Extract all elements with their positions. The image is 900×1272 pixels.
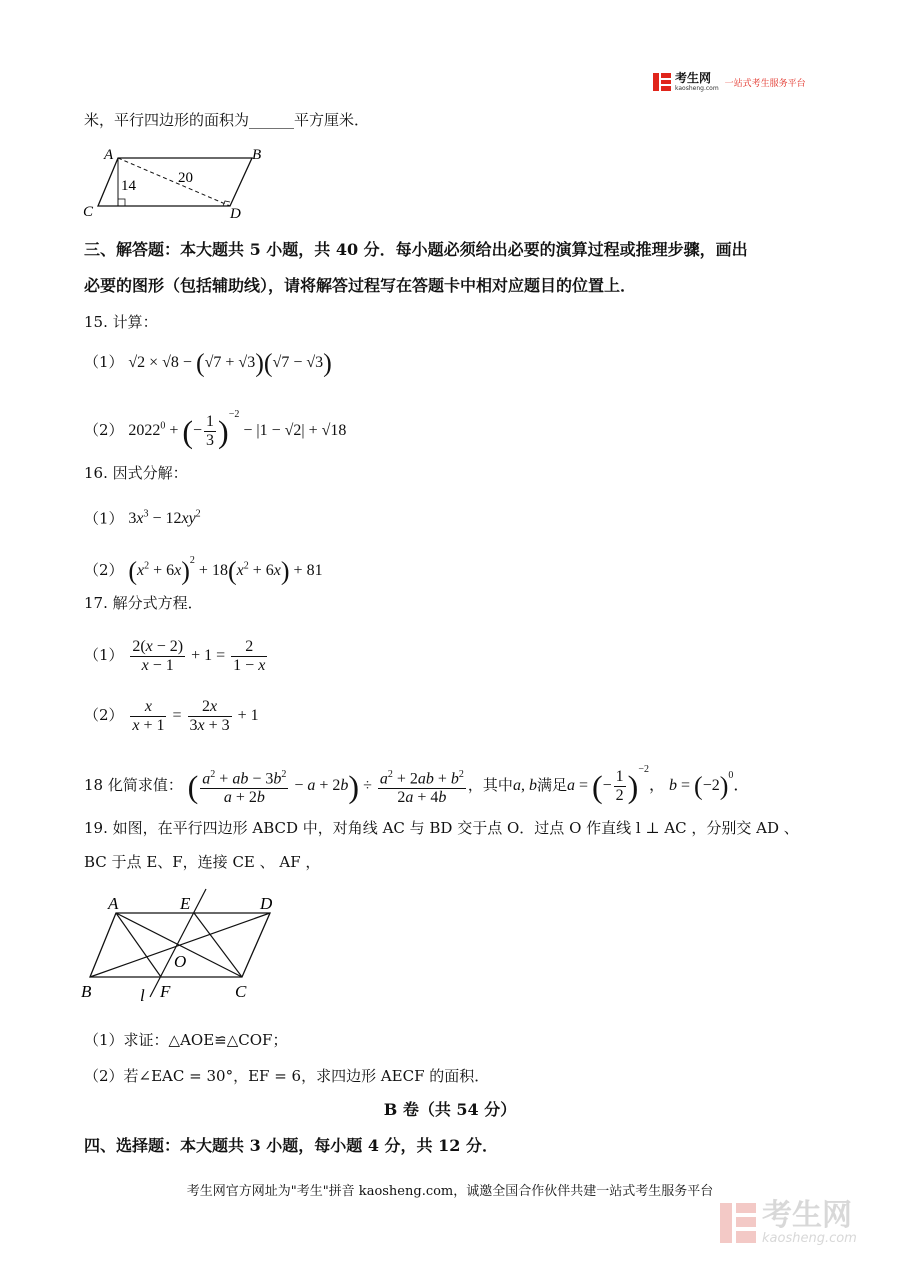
parallelogram-figure-1 xyxy=(80,140,280,220)
q14-tail-text: 米，平行四边形的面积为______平方厘米． xyxy=(84,111,370,129)
fig2-label-F: F xyxy=(160,982,171,1001)
q16-title: 16. 因式分解： xyxy=(84,464,188,482)
watermark xyxy=(718,1200,857,1246)
fig1-label-14: 14 xyxy=(121,178,136,194)
q18-line: 18 化简求值： ( $\frac{a^2 + ab - 3b^2}{a + 2b}$ − a + 2b) ÷ $\frac{a^2 + 2ab + b^2}{2a + 4b}$ ，其中a, b满足a = (− $\frac{1}{2}$ )$^{-2}$， $b = (-2)^0$． xyxy=(84,764,750,806)
fig1-label-20: 20 xyxy=(178,170,193,186)
q18-cond: 满足 xyxy=(536,776,567,794)
fig2-label-l: l xyxy=(140,986,145,1005)
kaosheng-logo-icon xyxy=(652,72,672,92)
fig2-label-O: O xyxy=(174,952,187,971)
fig2-label-D: D xyxy=(260,894,273,913)
section3-heading-line1: 三、解答题：本大题共 5 小题，共 40 分．每小题必须给出必要的演算过程或推理步骤，画出 xyxy=(84,240,748,259)
fig1-label-A: A xyxy=(104,147,114,163)
fig2-label-B: B xyxy=(81,982,92,1001)
q17-part2-label: （2） xyxy=(84,706,124,725)
logo-text: 考生网 xyxy=(675,71,712,85)
parallelogram-figure-2 xyxy=(78,885,298,1010)
watermark-logo-icon xyxy=(718,1201,758,1245)
q17-part1: （1） $\frac{2(x - 2)}{x - 1}$ + 1 = $\frac{2}{1 - x}$ xyxy=(84,638,266,674)
q17-part2: （2） $\frac{x}{x + 1}$ = $\frac{2x}{3x + 3}$ + 1 xyxy=(84,698,259,734)
q15-part1-label: （1） xyxy=(84,353,124,371)
header-logo xyxy=(652,72,806,92)
q15-part1: （1） √2 × √8 − (√7 + √3)(√7 − √3) xyxy=(84,348,332,378)
q16-part1-label: （1） xyxy=(84,509,124,528)
fig1-label-D: D xyxy=(230,206,241,220)
fig2-label-C: C xyxy=(235,982,247,1001)
q19-part1: （1）求证：△AOE≌△COF； xyxy=(84,1031,288,1049)
q18-where: ，其中 xyxy=(467,776,513,794)
logo-domain: kaosheng.com xyxy=(675,85,719,92)
q17-part1-label: （1） xyxy=(84,646,124,665)
q16-part2-label: （2） xyxy=(84,561,124,579)
q15-part2-label: （2） xyxy=(84,421,124,439)
header-tagline: 一站式考生服务平台 xyxy=(724,78,806,89)
fig2-label-A: A xyxy=(108,894,119,913)
q15-part2: （2） $2022^0$ + (− $\frac{1}{3}$ )$^{-2}$ − |1 − √2| + √18 xyxy=(84,409,347,450)
footer-text: 考生网官方网址为"考生"拼音 kaosheng.com，诚邀全国合作伙伴共建一站式考生服务平台 xyxy=(186,1184,714,1199)
watermark-text: 考生网 xyxy=(762,1198,852,1233)
q17-title: 17. 解分式方程． xyxy=(84,594,203,612)
section3-heading-line2: 必要的图形（包括辅助线），请将解答过程写在答题卡中相对应题目的位置上． xyxy=(84,276,637,295)
q19-line1: 19. 如图，在平行四边形 ABCD 中，对角线 AC 与 BD 交于点 O．过点 O 作直线 l ⊥ AC ，分别交 AD 、 xyxy=(84,819,799,837)
section4-heading: 四、选择题：本大题共 3 小题，每小题 4 分，共 12 分． xyxy=(84,1136,498,1155)
partB-title: B 卷（共 54 分） xyxy=(383,1100,517,1119)
q16-part1: （1） $3x^3 - 12xy^2$ xyxy=(84,509,201,528)
fig1-label-B: B xyxy=(252,147,262,163)
fig1-label-C: C xyxy=(83,204,94,220)
q18-label: 18 化简求值： xyxy=(84,776,183,794)
q19-line2: BC 于点 E、F，连接 CE 、 AF ， xyxy=(84,853,321,871)
fig2-label-E: E xyxy=(180,894,191,913)
watermark-domain: kaosheng.com xyxy=(762,1231,857,1246)
q15-title: 15. 计算： xyxy=(84,313,158,331)
q16-part2: （2） $(x^2 + 6x)^2 + 18(x^2 + 6x) + 81$ xyxy=(84,555,323,586)
q19-part2: （2）若∠EAC = 30°，EF = 6，求四边形 AECF 的面积． xyxy=(84,1067,490,1085)
